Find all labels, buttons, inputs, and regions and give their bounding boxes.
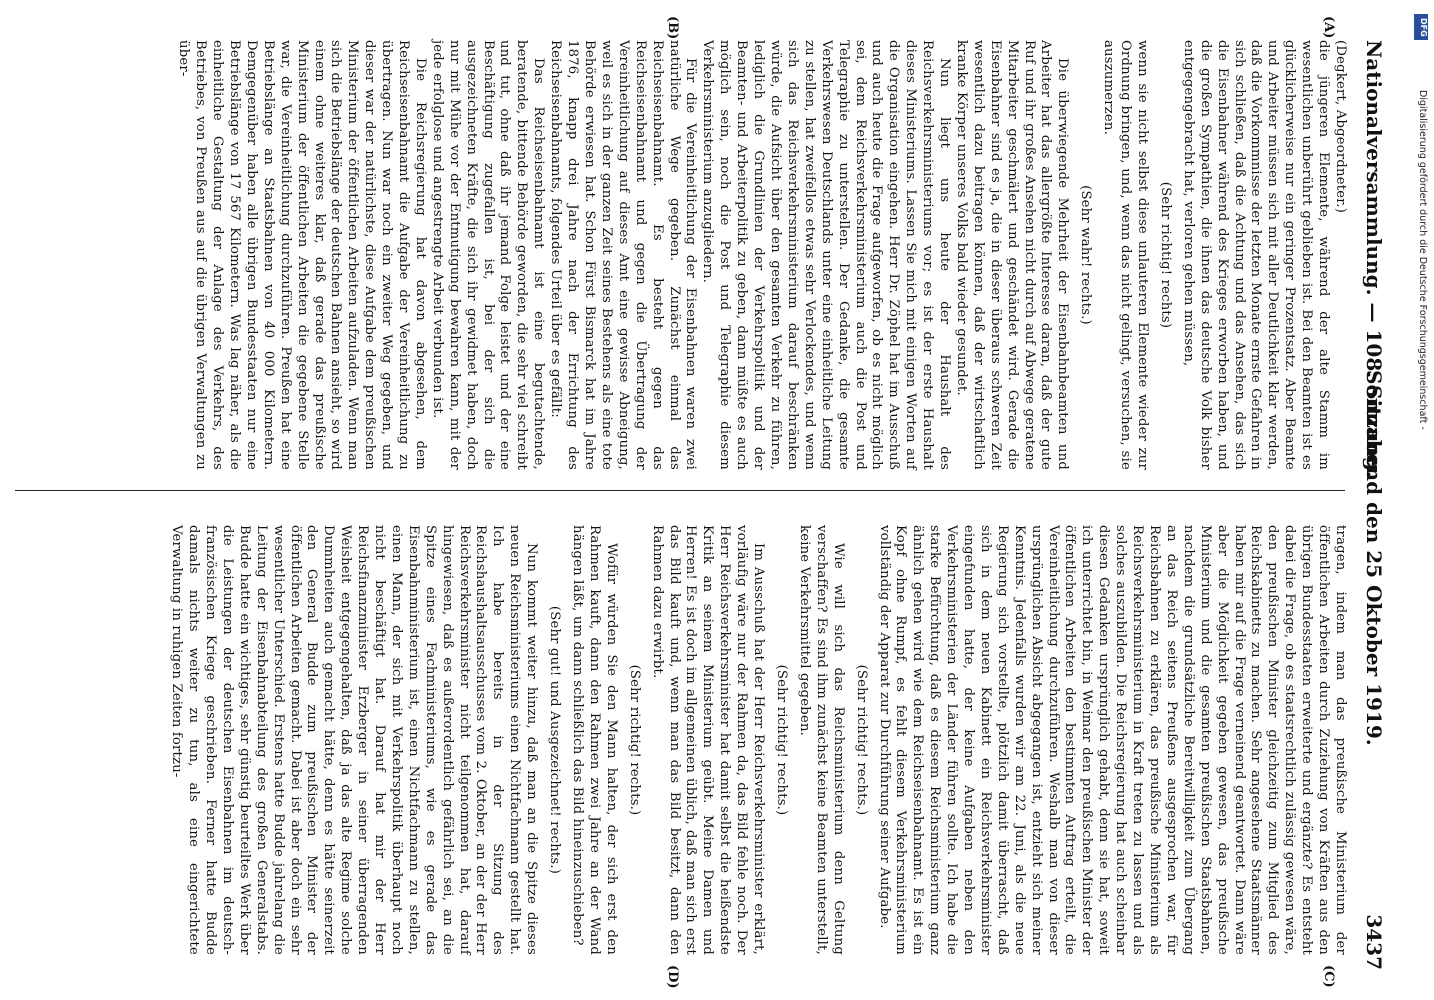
right-column (167, 525, 1348, 955)
paragraph: Nun kommt weiter hinzu, daß man an die Spitze dieses neuen Reichsministeriums einen Nichtfachmann gestellt hat. Ich habe bereits in der Sitzung des Reichshaushaltsausschusses vom 2. Oktober, an der der Herr Reichsverkehrsminister nicht teilgenommen hat, darauf hingewiesen, daß es außerordentlich gefährlich sei, an die Spitze eines Fachministeriums, wie es gerade das Eisenbahnministerium ist, einen Nichtfachmann zu stellen, einen Mann, der sich mit Verkehrspolitik überhaupt noch nicht beschäftigt hat. Darauf hat mir der Herr Reichsfinanzminister Erzberger in seiner überragenden Weisheit entgegengehalten, daß ja das alte Regime solche Dummheiten auch gemacht hätte, denn es hätte seinerzeit den General Budde zum preußischen Minister der öffentlichen Arbeiten gemacht. Dabei ist aber doch ein sehr wesentlicher Unterschied. Erstens hatte Budde jahrelang die Leitung der Eisenbahnabteilung des großen Generalstabs. Budde hatte ein wichtiges, sehr günstig beurteiltes Werk über die Leistungen der deutschen Eisenbahnen im deutsch-französischen Kriege geschrieben. Ferner hatte Budde damals nichts weiter zu tun, als eine eingerichtete Verwaltung in ruhigen Zeiten fortzu- (169, 525, 540, 955)
quotation: Das Reichseisenbahnamt ist eine begutachtende, beratende, bittende Behörde geworden, die sehr viel schreibt und tut, ohne daß ihr jemand Folge leistet und der eine Beschäftigung zugefallen ist, bei der sich die ausgezeichneten Kräfte, die sich ihr gewidmet haben, doch nur mit Mühe vor der Entmutigung bewahren kann, mit der jede erfolglose und angestrengte Arbeit verbunden ist. (429, 40, 547, 470)
interjection: (Sehr richtig! rechts.) (853, 664, 869, 816)
paragraph: Für die Vereinheitlichung der Eisenbahnen waren zwei natürliche Wege gegeben. Zunächst einmal das Reichseisenbahnamt. Es besteht gegen das Reichseisenbahnamt und gegen die Übertragung der Vereinheitlichung auf dieses Amt eine gewisse Abneigung, weil es sich in der ganzen Zeit seines Bestehens als eine tote Behörde erwiesen hat. Schon Fürst Bismarck hat im Jahre 1876, knapp drei Jahre nach der Errichtung des Reichseisenbahnamts, folgendes Urteil über es gefällt: (548, 40, 699, 470)
header-session: Nationalversammlung. — 108. Sitzung. (1362, 40, 1386, 478)
paragraph: Wofür würden Sie den Mann halten, der sich erst den Rahmen kauft, dann den Rahmen zwei Jahre an der Wand hängen läßt, um dann schließlich das Bild hineinzuschieben? (570, 525, 619, 955)
speaker-tag: (Degkert, Abgeordneter.) (1333, 40, 1348, 214)
page-number: 3437 (1362, 914, 1386, 970)
paragraph: tragen, indem man das preußische Ministerium der öffentlichen Arbeiten durch Zuziehung von Kräften aus den übrigen Bundesstaaten erweiterte und ergänzte? Es entsteht dabei die Frage, ob es staatsrechtlich zulässig gewesen wäre, den preußischen Minister gleichzeitig zum Mitglied des Reichskabinetts zu machen. Sehr angesehene Staatsmänner haben mir auf die Frage verneinend geantwortet. Dann wäre aber die Möglichkeit gegeben gewesen, das preußische Ministerium und die gesamten preußischen Staatsbahnen, nachdem die grundsätzliche Bereitwilligkeit zum Übergang an das Reich seitens Preußens ausgesprochen war, für Reichsbahnen zu erklären, das preußische Ministerium als Reichsverkehrsministerium in Kraft treten zu lassen und als solches auszubilden. Die Reichsregierung hat auch scheinbar diesen Gedanken ursprünglich gehabt, denn sie hat, soweit ich unterrichtet bin, in Weimar den preußischen Minister der öffentlichen Arbeiten den bestimmten Auftrag erteilt, die Vereinheitlichung durchzuführen. Weshalb man von dieser ursprünglichen Absicht abgegangen ist, entzieht sich meiner Kenntnis. Jedenfalls wurden wir am 22. Juni, als die neue Regierung sich vorstellte, plötzlich damit überrascht, daß sich in dem neuen Kabinett ein Reichsverkehrsminister eingefunden hatte, der keine Aufgaben neben den Verkehrsministerien der Länder führen sollte. Ich habe die starke Befürchtung, daß es diesem Reichsministerium ganz ähnlich gehen wird wie dem Reichseisenbahnamt. Es ist ein Kopf ohne Rumpf, es fehlt diesem Verkehrsministerium vollständig der Apparat zur Durchführung seiner Aufgabe. (876, 525, 1348, 955)
paragraph: Die Reichsregierung hat davon abgesehen, dem Reichseisenbahnamt die Aufgabe der Vereinheitlichung zu übertragen. Nun war noch ein zweiter Weg gegeben, und dieser war der natürlichste, diese Aufgabe dem preußischen Ministerium der öffentlichen Arbeiten aufzuladen. Wenn man sich die Betriebslänge der deutschen Bahnen ansieht, so wird einem ohne weiteres klar, daß gerade das preußische Ministerium der öffentlichen Arbeiten die gegebene Stelle war, die Vereinheitlichung durchzuführen. Preußen hat eine Betriebslänge an Staatsbahnen von 40 000 Kilometern. Demgegenüber haben alle übrigen Bundesstaaten nur eine Betriebslänge von 17 567 Kilometern. Was lag näher, als die einheitliche Gestaltung der Anlage des Verkehrs, des Betriebes, von Preußen aus auf die übrigen Verwaltungen zu über- (176, 40, 428, 470)
digitization-label: Digitalisierung gefördert durch die Deutsche Forschungsgemeinschaft - (1417, 90, 1428, 430)
left-column (174, 40, 1348, 470)
interjection: (Sehr richtig! rechts.) (626, 664, 642, 816)
interjection: (Sehr richtig! rechts.) (774, 664, 789, 816)
paragraph: die jüngeren Elemente, während der alte Stamm im wesentlichen unberührt geblieben ist. Bei den Beamten ist es glücklicherweise nur ein geringer Prozentsatz. Aber Beamte und Arbeiter müssen sich mit aller Deutlichkeit klar werden, daß die Vorkommnisse der letzten Monate ernste Gefahren in sich schließen, daß die Achtung und das Ansehen, das sich die Eisenbahner während des Krieges erworben haben, und die großen Sympathien, die ihnen das deutsche Volk bisher entgegengebracht hat, verloren gehen müssen, (1180, 40, 1332, 470)
paragraph: Nun liegt uns heute der Haushalt des Reichsverkehrsministeriums vor; es ist der erste Haushalt dieses Ministeriums. Lassen Sie mich mit einigen Worten auf die Organisation eingehen. Herr Dr. Zöphel hat im Ausschuß und auch heute die Frage aufgeworfen, ob es nicht möglich sei, dem Reichsverkehrsministerium auch die Post und Telegraphie zu unterstellen. Der Gedanke, die gesamte Verkehrswesen Deutschlands unter eine einheitliche Leitung zu stellen, hat zweifellos etwas sehr Verlockendes, und wenn sich das Reichsverkehrsministerium darauf beschränken würde, die Aufsicht über den gesamten Verkehr zu führen, lediglich die Grundlinien der Verkehrspolitik und der Beamten- und Arbeiterpolitik zu geben, dann müßte es auch möglich sein, noch die Post und Telegraphie diesem Verkehrsministerium anzugliedern. (700, 40, 953, 470)
digitization-note (1414, 10, 1430, 990)
margin-marker-a: (A) (1321, 16, 1336, 39)
column-divider (15, 490, 1345, 491)
interjection: (Sehr gut! und Ausgezeichnet! rechts.) (547, 605, 563, 875)
paragraph: Wie will sich das Reichsministerium denn Geltung verschaffen? Es sind ihm zunächst keine Beamten unterstellt, keine Verkehrsmittel gegeben. (796, 525, 846, 955)
paragraph: Im Ausschuß hat der Herr Reichsverkehrsminister erklärt, vorläufig wäre nur der Rahmen da, das Bild fehle noch. Der Herr Reichsverkehrsminister hat damit selbst die heißendste Kritik an seinem Ministerium geübt. Meine Damen und Herren! Es ist doch im allgemeinen üblich, daß man sich erst das Bild kauft und, wenn man das Bild besitzt, dann den Rahmen dazu erwirbt. (649, 525, 767, 955)
interjection: (Sehr richtig! rechts) (1157, 181, 1173, 329)
paragraph: wenn sie nicht selbst diese unlauteren Elemente wieder zur Ordnung bringen, und, wenn das nicht gelingt, versuchen, sie auszumerzen. (1101, 40, 1151, 470)
dfg-logo: DFG (1414, 14, 1428, 40)
margin-marker-d: (D) (665, 965, 680, 989)
interjection: (Sehr wahr! rechts.) (1078, 185, 1094, 325)
margin-marker-b: (B) (665, 16, 680, 40)
header-date: Sonnabend den 25 Oktober 1919. (1362, 370, 1386, 746)
margin-marker-c: (C) (1321, 965, 1336, 988)
paragraph: Die überwiegende Mehrheit der Eisenbahnbeamten und Arbeiter hat das allergrößte Interesse daran, daß der gute Ruf und ihr großes Ansehen nicht durch auf Abwege geratene Mitarbeiter geschmälert und geschändet wird. Gerade die Eisenbahner sind es ja, die in dieser überaus schweren Zeit wesentlich dazu beitragen können, daß der wirtschaftlich kranke Körper unseres Volks bald wieder gesundet. (953, 40, 1071, 470)
page-header (1356, 40, 1386, 970)
